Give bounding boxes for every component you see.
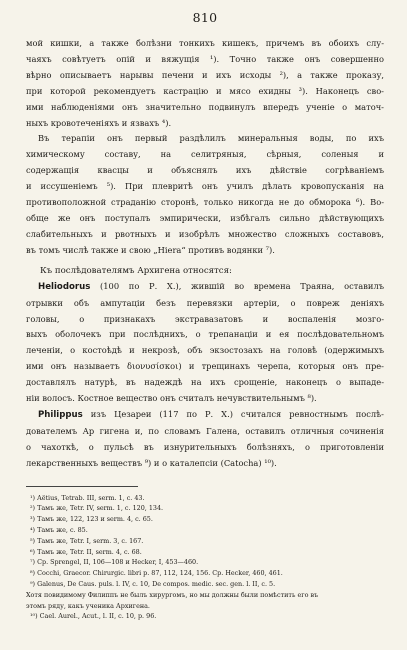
- text-line: головы, о признакахъ экстравазатовъ и воспаленія мозго-: [26, 313, 384, 324]
- footnote: ⁴) Тамъ же, c. 85.: [30, 525, 88, 534]
- page-number: 810: [192, 10, 218, 25]
- text-line: дователемъ Ар гигена и, по словамъ Галена, оставилъ отличныя сочиненія: [26, 425, 384, 436]
- text-line: содержащія квасцы и объяснялъ ихъ дѣйствіе согрѣваніемъ: [26, 165, 384, 176]
- text-line: чаяхъ совѣтуетъ опій и вяжущія ¹). Точно также онъ совершенно: [26, 53, 384, 64]
- text-line: и иссушеніемъ ⁵). При плевритѣ онъ училъ дѣлать кровопусканія на: [26, 181, 384, 192]
- footnote: ⁷) Ср. Sprengel, II, 106—108 и Hecker, I, 453—460.: [30, 558, 199, 567]
- paragraph-philippus: [26, 407, 384, 472]
- text-line: въ томъ числѣ также и свою „Hiera“ противъ водянки ⁷).: [26, 244, 275, 255]
- text-line: мой кишки, а также болѣзни тонкихъ кишекъ, причемъ въ обоихъ слу-: [26, 38, 384, 48]
- footnote: ⁹) Galenus, De Caus. puls. l. IV, c. 10, De compos. medic. sec. gen. l. II, c. 5.: [30, 579, 276, 588]
- text-line: химическому составу, на селитряныя, сѣрныя, соленыя и: [26, 149, 384, 160]
- text-line: [26, 407, 384, 424]
- person-name: Heliodorus: [38, 281, 91, 292]
- footnote: этомъ ряду, какъ ученика Архигена.: [26, 601, 150, 610]
- footnote: ²) Тамъ же, Tetr. IV, serm. 1, c. 120, 134.: [30, 504, 164, 513]
- footnote: ¹) Aëtius, Tetrab. III, serm. 1, c. 43.: [30, 493, 145, 502]
- text-line: вѣрно описываетъ нарывы печени и ихъ исходы ²), а также проказу,: [26, 69, 384, 80]
- person-name: Philippus: [38, 409, 83, 420]
- footnote: ⁶) Тамъ же, Tetr. II, serm. 4, c. 68.: [30, 547, 142, 556]
- footnote: ⁵) Тамъ же, Tetr. I, serm. 3, c. 167.: [30, 536, 144, 545]
- text-line: слабительныхъ и рвотныхъ и изобрѣлъ множество сложныхъ составовъ,: [26, 228, 384, 239]
- section-heading: Къ послѣдователямъ Архигена относятся:: [40, 265, 232, 276]
- footnote: ³) Тамъ же, 122, 123 и serm. 4, c. 65.: [30, 515, 153, 524]
- footnote: Хотя повидимому Филиппъ не былъ хирургомъ, но мы должны были помѣстить его въ: [26, 590, 319, 599]
- paragraph-2: [26, 131, 384, 258]
- text-line: выхъ оболочекъ при послѣднихъ, о трепанаціи и ея послѣдовательномъ: [26, 329, 384, 340]
- text-line: отрывки объ ампутаціи безъ перевязки артеріи, о повреж деніяхъ: [26, 297, 384, 308]
- text-line: лекарственныхъ веществъ ⁹) и о каталепсіи (Catocha) ¹⁰).: [26, 457, 277, 468]
- footnotes: [26, 493, 384, 623]
- text-line: ими наблюденіями онъ значительно подвинулъ впередъ ученіе о маточ-: [26, 101, 384, 112]
- paragraph-heliodorus: [26, 279, 384, 407]
- text-line: леченіи, о костоѣдѣ и некрозѣ, объ экзостозахъ на головѣ (одержимыхъ: [26, 345, 384, 356]
- footnote-divider: [26, 486, 138, 487]
- text-line: о чахоткѣ, о пульсѣ въ изнурительныхъ болѣзняхъ, о приготовленіи: [26, 441, 384, 452]
- text-fragment: изъ Цезареи (117 по Р. Х.) считался ревностнымъ послѣ-: [82, 408, 384, 419]
- book-page: [26, 0, 384, 650]
- text-line: обще же онъ поступалъ эмпирически, избѣгалъ сильно дѣйствующихъ: [26, 212, 384, 223]
- text-line: Въ терапіи онъ первый раздѣлилъ минеральныя воды, по ихъ: [38, 133, 384, 144]
- text-line: ныхъ кровотеченіяхъ и язвахъ ⁴).: [26, 117, 172, 128]
- paragraph-1: [26, 36, 384, 131]
- text-line: [26, 279, 384, 296]
- text-line: ими онъ называетъ διονυσίσκοι) и трещинахъ черепа, которыя онъ пре-: [26, 361, 384, 372]
- text-line: при которой рекомендуетъ кастрацію и мясо ехидны ³). Наконецъ сво-: [26, 85, 384, 96]
- text-line: ніи волосъ. Костное вещество онъ считалъ нечувствительнымъ ⁸).: [26, 393, 317, 404]
- footnote: ⁸) Cocchi, Graecor. Chirurgic. libri p. 87, 112, 124, 156. Cp. Hecker, 460, 461.: [30, 569, 283, 578]
- footnote: ¹⁰) Cael. Aurel., Acut., l. II, c. 10, p. 96.: [30, 612, 157, 621]
- text-fragment: (100 по Р. Х.), жившій во времена Траяна, оставилъ: [90, 280, 384, 291]
- text-line: противоположной страданію сторонѣ, только никогда не до обморока ⁶). Во-: [26, 197, 384, 208]
- text-line: доставлялъ натурѣ, въ надеждѣ на ихъ срощеніе, наконецъ о выпаде-: [26, 377, 384, 388]
